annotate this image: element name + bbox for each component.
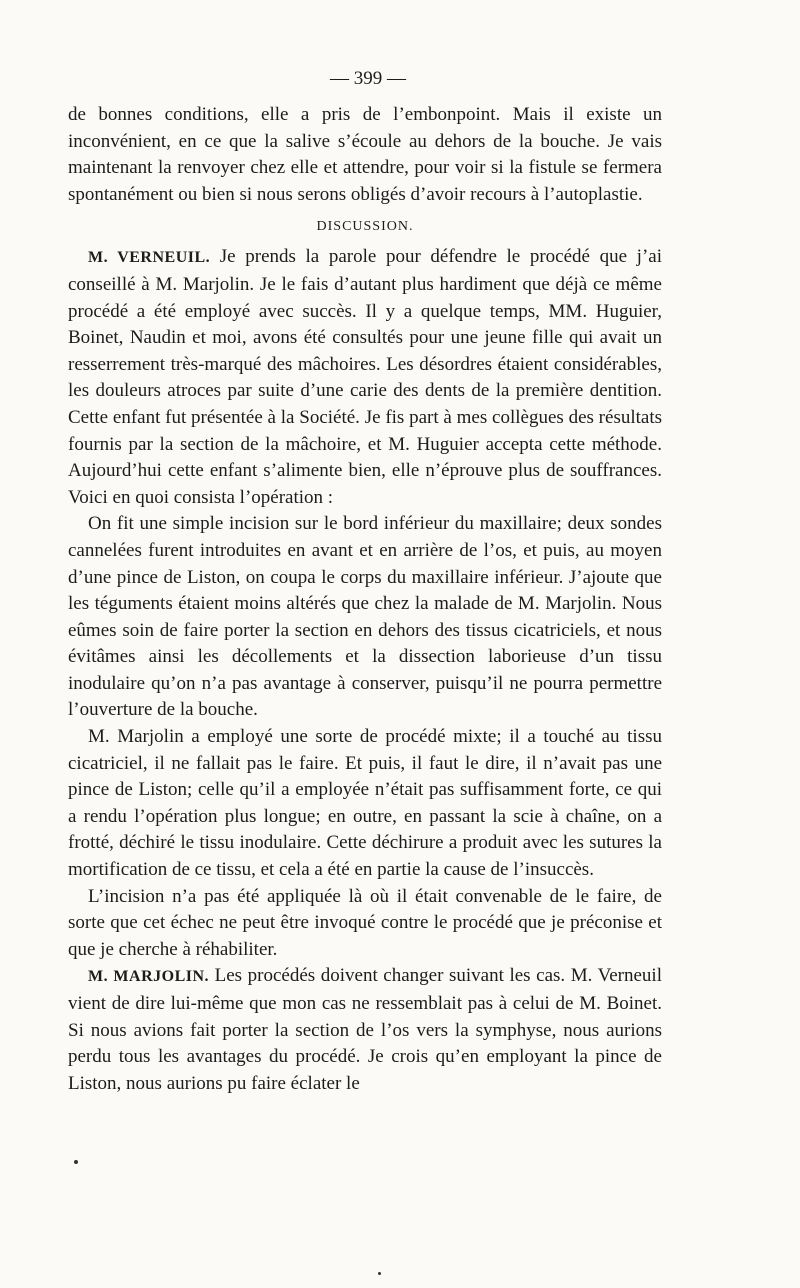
marjolin-paragraph	[68, 963, 662, 1097]
opening-paragraph: de bonnes conditions, elle a pris de l’embonpoint. Mais il existe un inconvénient, en ce que la salive s’écoule au dehors de la bouche. Je vais maintenant la renvoyer chez elle et attendre, pour voir si la fistule se fermera spontanément ou bien si nous serons obligés d’avoir recours à l’autoplastie.	[68, 104, 662, 205]
paragraph-text: L’incision n’a pas été appliquée là où il était convenable de le faire, de sorte que cet échec ne peut être invoqué contre le procédé que je préconise et que je cherche à réhabiliter.	[68, 885, 662, 960]
speaker-name: M. VERNEUIL.	[88, 249, 211, 267]
page-number: — 399 —	[330, 68, 406, 89]
ink-speck	[74, 1160, 78, 1164]
paragraph-text: Je prends la parole pour défendre le procédé que j’ai conseillé à M. Marjolin. Je le fais d’autant plus hardiment que déjà ce même procédé a été employé avec succès. Il y a quelque temps, MM. Huguier, Boinet, Naudin et moi, avons été consultés pour une jeune fille qui avait un resserrement très-marqué des mâchoires. Les désordres étaient considérables, les douleurs atroces par suite d’une carie des dents de la première dentition. Cette enfant fut présentée à la Société. Je fis part à mes collègues des résultats fournis par la section de la mâchoire, et M. Huguier accepta cette méthode. Aujourd’hui cette enfant s’alimente bien, elle n’éprouve plus de souffrances. Voici en quoi consista l’opération :	[68, 246, 662, 508]
paragraph-text: Les procédés doivent changer suivant les cas. M. Verneuil vient de dire lui-même que mon cas ne ressemblait pas à celui de M. Boinet. Si nous avions fait porter la section de l’os vers la symphyse, nous aurions perdu tous les avantages du procédé. Je crois qu’en employant la pince de Liston, nous aurions pu faire éclater le	[68, 965, 662, 1094]
incision-paragraph	[68, 884, 662, 964]
section-heading: DISCUSSION.	[316, 219, 414, 235]
paragraph-text: M. Marjolin a employé une sorte de procédé mixte; il a touché au tissu cicatriciel, il ne fallait pas le faire. Et puis, il faut le dire, il n’avait pas une pince de Liston; celle qu’il a employée n’était pas suffisamment forte, ce qui a rendu l’opération plus longue; en outre, en passant la scie à chaîne, on a frotté, déchiré le tissu inodulaire. Cette déchirure a produit avec les sutures la mortification de ce tissu, et cela a été en partie la cause de l’insuccès.	[68, 726, 662, 881]
verneuil-paragraph	[68, 244, 662, 511]
ink-speck	[378, 1272, 381, 1275]
marjolin-critique-paragraph	[68, 724, 662, 884]
speaker-name: M. MARJOLIN.	[88, 968, 210, 986]
paragraph-text: On fit une simple incision sur le bord inférieur du maxillaire; deux sondes cannelées furent introduites en avant et en arrière de l’os, et puis, au moyen d’une pince de Liston, on coupa le corps du maxillaire inférieur. J’ajoute que les téguments étaient moins altérés que chez la malade de M. Marjolin. Nous eûmes soin de faire porter la section en dehors des tissus cicatriciels, et nous évitâmes ainsi les décollements et la dissection laborieuse d’un tissu inodulaire qu’on n’a pas avantage à conserver, puisqu’il ne pourra permettre l’ouverture de la bouche.	[68, 513, 662, 721]
operation-paragraph	[68, 511, 662, 724]
